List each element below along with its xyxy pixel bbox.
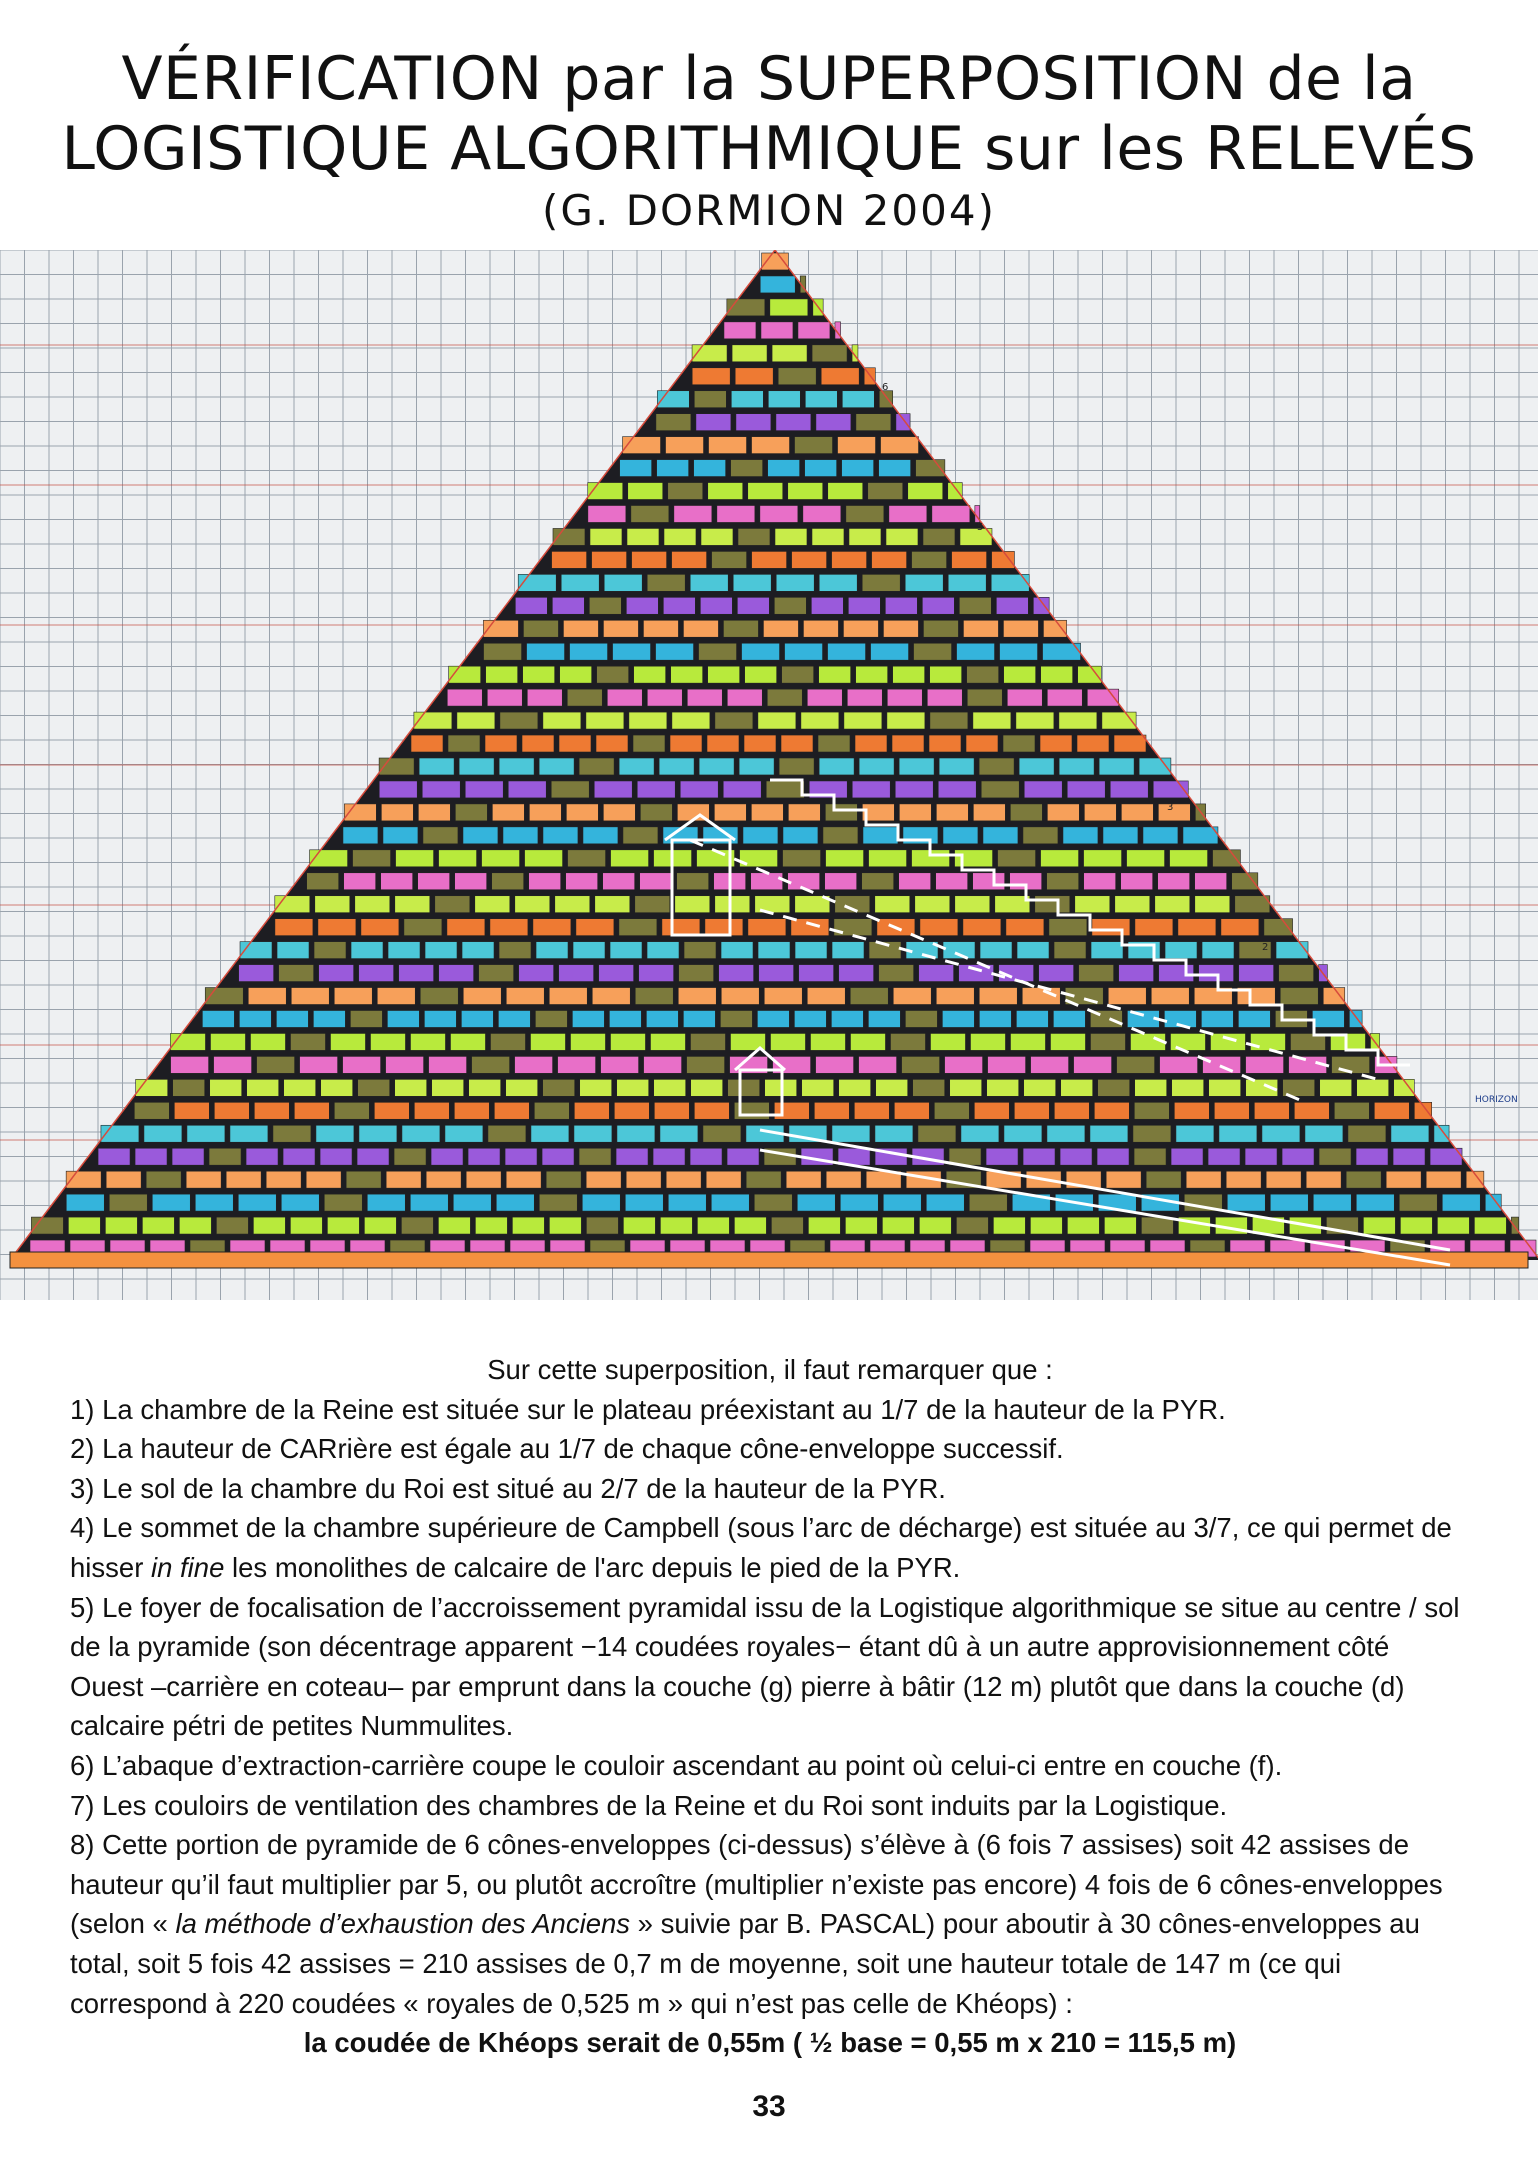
note-item-5: 5) Le foyer de focalisation de l’accroissement pyramidal issu de la Logistique algorithmique se situe au centre / sol de la pyramide (son décentrage apparent −14 coudées royales− étant dû à un autre approvisionnement côté Ouest –carrière en coteau– par emprunt dans la couche (g) pierre à bâtir (12 m) plutôt que dans la couche (d) calcaire pétri de petites Nummulites.: [70, 1591, 1460, 1742]
note-item-8-end: » suivie par B. PASCAL) pour aboutir à 30 cônes-enveloppes au total, soit 5 fois 42 assises = 210 assises de 0,7 m de moyenne, soit une hauteur totale de 147 m (ce qui correspond à 220 coudées « royales de 0,525 m » qui n’est pas celle de Khéops) :: [70, 1908, 1420, 2019]
note-item-3: 3) Le sol de la chambre du Roi est situé au 2/7 de la hauteur de la PYR.: [70, 1472, 946, 1504]
notes-block: [70, 1350, 1470, 2063]
title-author-year: (G. DORMION 2004): [542, 186, 996, 235]
page-number: 33: [752, 2090, 786, 2123]
note-item-8: [70, 1825, 1470, 2023]
side-number-5: 5: [977, 522, 984, 533]
conclusion-line: la coudée de Khéops serait de 0,55m ( ½ base = 0,55 m x 210 = 115,5 m): [303, 2027, 1237, 2059]
side-number-3: 3: [1167, 802, 1174, 813]
note-item-4-end: les monolithes de calcaire de l'arc depuis le pied de la PYR.: [224, 1551, 961, 1583]
note-item-6: 6) L’abaque d’extraction-carrière coupe le couloir ascendant au point où celui-ci entre en couche (f).: [70, 1749, 1283, 1781]
note-item-4-italic: in fine: [151, 1551, 225, 1583]
horizon-label: HORIZON: [1475, 1095, 1518, 1105]
note-item-1: 1) La chambre de la Reine est située sur le plateau préexistant au 1/7 de la hauteur de la PYR.: [70, 1393, 1226, 1425]
pyramid-superposition-figure: [0, 250, 1538, 1300]
side-number-2: 2: [1262, 942, 1269, 953]
title-line-2: LOGISTIQUE ALGORITHMIQUE sur les RELEVÉS: [61, 114, 1477, 184]
note-item-4: [70, 1508, 1470, 1587]
side-number-6: 6: [882, 382, 889, 393]
note-item-2: 2) La hauteur de CARrière est égale au 1/7 de chaque cône-enveloppe successif.: [70, 1433, 1064, 1465]
title-line-1: VÉRIFICATION par la SUPERPOSITION de la: [121, 44, 1417, 114]
note-item-4-text: 4) Le sommet de la chambre supérieure de Campbell (sous l’arc de décharge) est située au 3/7, ce qui permet de hisser: [70, 1512, 1452, 1583]
note-item-8-italic: la méthode d’exhaustion des Anciens: [175, 1908, 631, 1940]
notes-intro: Sur cette superposition, il faut remarquer que :: [487, 1354, 1053, 1385]
side-number-4: 4: [1072, 662, 1079, 673]
note-item-7: 7) Les couloirs de ventilation des chambres de la Reine et du Roi sont induits par la Logistique.: [70, 1789, 1228, 1821]
note-item-8-text: 8) Cette portion de pyramide de 6 cônes-enveloppes (ci-dessus) s’élève à (6 fois 7 assises) soit 42 assises de hauteur qu’il faut multiplier par 5, ou plutôt accroître (multiplier n’existe pas encore) 4 fois de 6 cônes-enveloppes (selon «: [70, 1829, 1443, 1940]
